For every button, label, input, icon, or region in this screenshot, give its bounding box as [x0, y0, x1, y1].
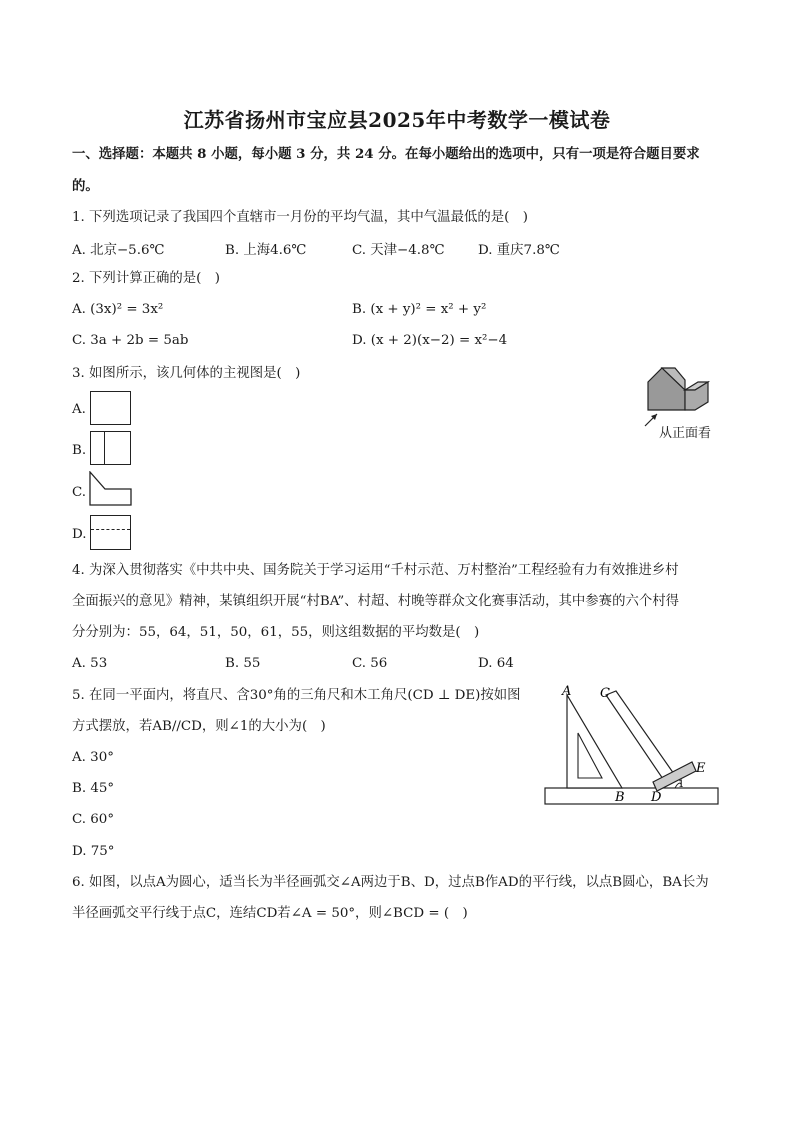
- label-e: E: [696, 761, 706, 776]
- q1-option-a: A. 北京−5.6℃: [72, 243, 165, 258]
- q1-option-d: D. 重庆7.8℃: [478, 243, 560, 258]
- q3-option-d-dashed-line: [91, 529, 130, 530]
- ruler-triangle-figure: [540, 680, 725, 810]
- label-d: D: [651, 790, 662, 805]
- q3-option-b-label: B.: [72, 443, 87, 458]
- q1-option-b: B. 上海4.6℃: [225, 243, 307, 258]
- q3-option-b-rectangle: [90, 431, 131, 465]
- q5-stem-line-2: 方式摆放，若AB//CD，则∠1的大小为( ): [72, 719, 326, 734]
- q1-option-c: C. 天津−4.8℃: [352, 243, 445, 258]
- q3-option-c-shape: [89, 471, 133, 507]
- q3-option-a-rectangle: [90, 391, 131, 425]
- q2-option-a: A. (3x)² = 3x²: [72, 302, 164, 317]
- label-b: B: [615, 790, 625, 805]
- ruler: [545, 788, 718, 804]
- q4-option-a: A. 53: [72, 656, 108, 671]
- q5-option-a: A. 30°: [72, 750, 114, 765]
- q5-option-b: B. 45°: [72, 781, 115, 796]
- q2-stem: 2. 下列计算正确的是( ): [72, 271, 220, 286]
- q2-option-b: B. (x + y)² = x² + y²: [352, 302, 487, 317]
- carpenter-square-long-arm: [606, 691, 674, 779]
- figure-caption: 从正面看: [659, 426, 712, 441]
- q3-option-a-label: A.: [72, 402, 86, 417]
- q5-option-c: C. 60°: [72, 812, 115, 827]
- q3-option-b-divider: [104, 432, 105, 464]
- q3-stem: 3. 如图所示，该几何体的主视图是( ): [72, 366, 301, 381]
- label-c: C: [600, 686, 610, 701]
- q3-option-d-rectangle: [90, 515, 131, 550]
- q4-stem-line-1: 4. 为深入贯彻落实《中共中央、国务院关于学习运用“千村示范、万村整治”工程经验有力有效推进乡村: [72, 563, 679, 578]
- solid-figure: [640, 360, 730, 444]
- page-title: 江苏省扬州市宝应县2025年中考数学一模试卷: [183, 108, 611, 132]
- q1-stem: 1. 下列选项记录了我国四个直辖市一月份的平均气温，其中气温最低的是( ): [72, 210, 528, 225]
- q3-option-d-label: D.: [72, 527, 87, 542]
- q6-stem-line-1: 6. 如图，以点A为圆心，适当长为半径画弧交∠A两边于B、D，过点B作AD的平行线，以点B圆心，BA长为: [72, 875, 709, 890]
- section-heading-line-2: 的。: [72, 178, 99, 194]
- q5-stem-line-1: 5. 在同一平面内，将直尺、含30°角的三角尺和木工角尺(CD ⊥ DE)按如图: [72, 688, 521, 703]
- q2-option-d: D. (x + 2)(x−2) = x²−4: [352, 333, 508, 348]
- label-a: A: [562, 684, 572, 699]
- q4-option-b: B. 55: [225, 656, 261, 671]
- q4-option-c: C. 56: [352, 656, 388, 671]
- q4-option-d: D. 64: [478, 656, 514, 671]
- q4-stem-line-2: 全面振兴的意见》精神，某镇组织开展“村BA”、村超、村晚等群众文化赛事活动，其中参赛的六个村得: [72, 594, 680, 609]
- section-heading-line-1: 一、选择题：本题共 8 小题，每小题 3 分，共 24 分。在每小题给出的选项中，只有一项是符合题目要求: [72, 146, 700, 162]
- q2-option-c: C. 3a + 2b = 5ab: [72, 333, 189, 348]
- q5-option-d: D. 75°: [72, 844, 115, 859]
- label-angle-1: 1: [678, 779, 685, 790]
- q6-stem-line-2: 半径画弧交平行线于点C，连结CD若∠A = 50°，则∠BCD = ( ): [72, 906, 468, 921]
- q4-stem-line-3: 分分别为：55，64，51，50，61，55，则这组数据的平均数是( ): [72, 625, 480, 640]
- q3-option-c-label: C.: [72, 485, 87, 500]
